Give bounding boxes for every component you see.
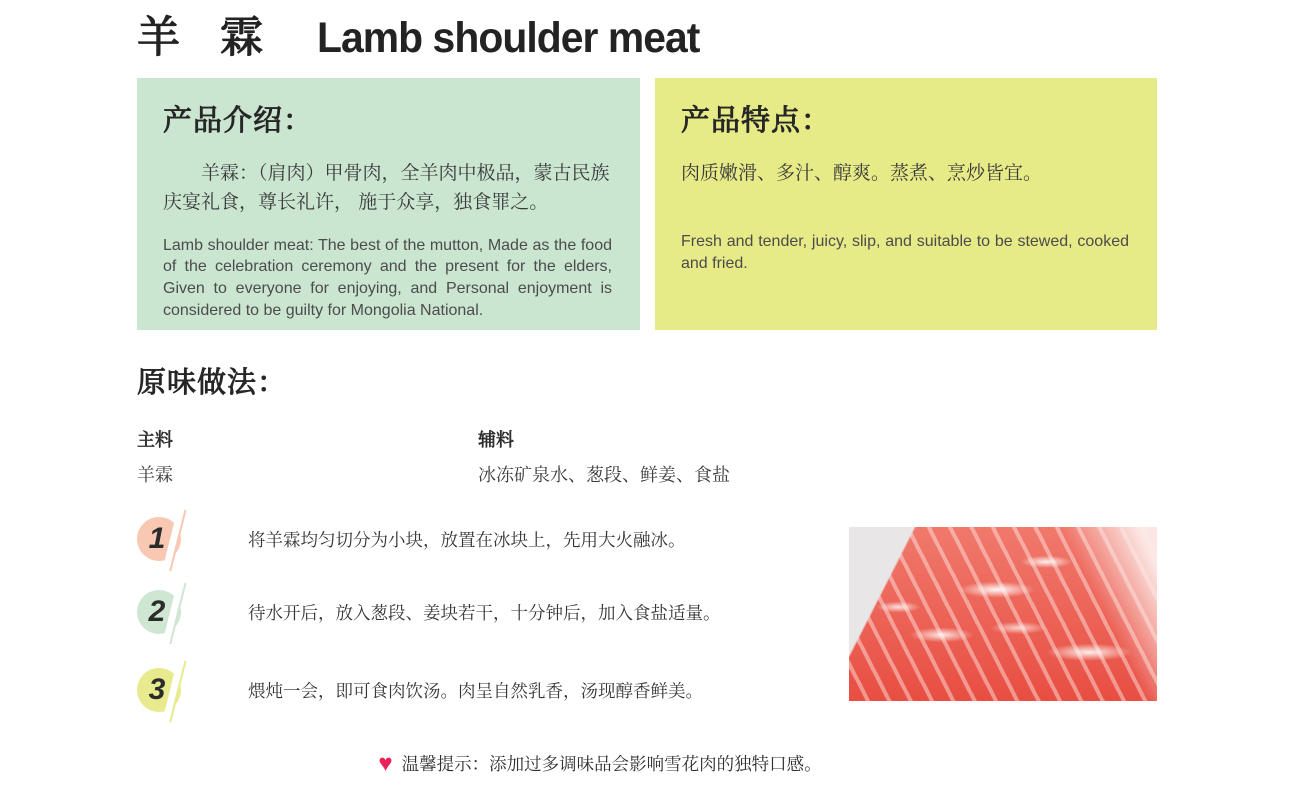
step-number: 3 xyxy=(148,673,166,706)
aux-ingredient xyxy=(478,426,730,487)
page-title xyxy=(137,4,719,65)
intro-heading: 产品介绍： xyxy=(163,105,314,137)
main-ingredient-label: 主料 xyxy=(137,430,173,450)
step-text: 待水开后，放入葱段、姜块若干，十分钟后，加入食盐适量。 xyxy=(248,602,721,623)
step-row-1 xyxy=(137,517,686,561)
main-ingredient-value: 羊霖 xyxy=(137,465,173,485)
page-title-cn: 羊 霖 xyxy=(137,14,277,62)
step-number-badge xyxy=(137,517,181,561)
intro-body-en: Lamb shoulder meat: The best of the mutton, Made as the food of the celebration ceremony and the present for the elders, Given to everyone for enjoying, and Personal enjoyment is considered to be guilty for Mongolia National. xyxy=(163,236,612,319)
features-body-en: Fresh and tender, juicy, slip, and suitable to be stewed, cooked and fried. xyxy=(681,233,1129,273)
intro-body-cn: 羊霖：（肩肉）甲骨肉，全羊肉中极品，蒙古民族庆宴礼食，尊长礼许， 施于众享，独食罪之。 xyxy=(163,163,610,214)
product-intro-box xyxy=(137,78,640,330)
step-row-2 xyxy=(137,590,721,634)
step-number-badge xyxy=(137,668,181,712)
step-number-badge xyxy=(137,590,181,634)
features-body-cn: 肉质嫩滑、多汁、醇爽。蒸煮、烹炒皆宜。 xyxy=(681,163,1043,184)
tip-note xyxy=(0,751,1200,776)
aux-ingredient-value: 冰冻矿泉水、葱段、鲜姜、食盐 xyxy=(478,465,730,485)
features-heading: 产品特点： xyxy=(681,105,832,137)
step-text: 将羊霖均匀切分为小块，放置在冰块上，先用大火融冰。 xyxy=(248,529,686,550)
step-text: 煨炖一会，即可食肉饮汤。肉呈自然乳香，汤现醇香鲜美。 xyxy=(248,680,703,701)
main-ingredient xyxy=(137,426,173,487)
step-number: 2 xyxy=(148,595,166,628)
method-heading: 原味做法： xyxy=(137,367,288,399)
aux-ingredient-label: 辅料 xyxy=(478,430,514,450)
page-title-en: Lamb shoulder meat xyxy=(316,14,700,62)
step-number: 1 xyxy=(148,522,166,555)
heart-icon: ♥ xyxy=(378,749,393,777)
tip-text: 温馨提示：添加过多调味品会影响雪花肉的独特口感。 xyxy=(401,754,822,774)
step-row-3 xyxy=(137,668,703,712)
product-features-box xyxy=(655,78,1157,330)
marbled-meat-photo xyxy=(849,527,1157,701)
